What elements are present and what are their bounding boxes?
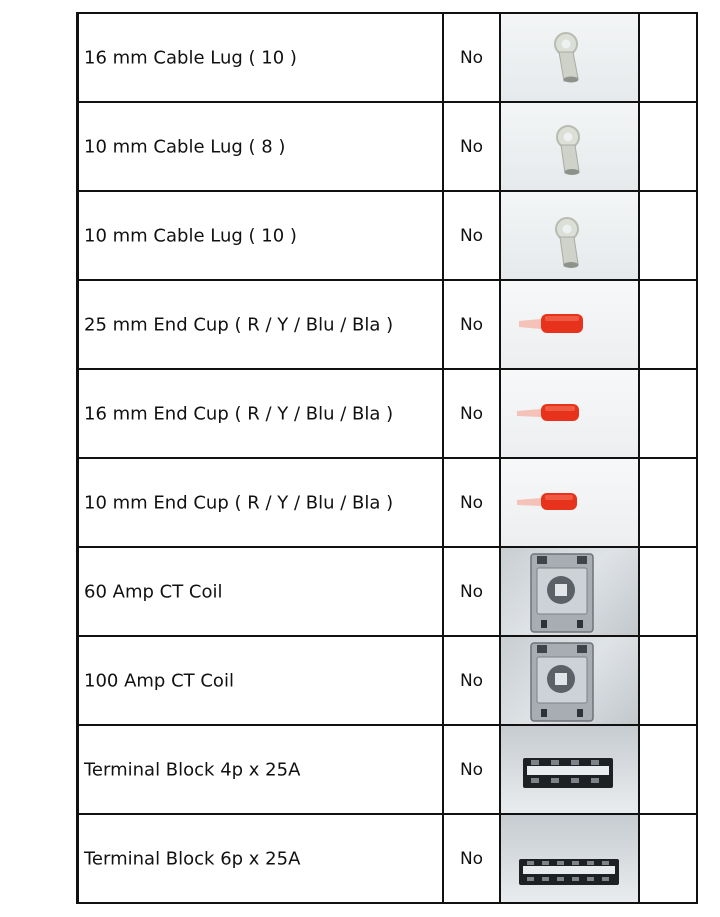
empty-cell (638, 190, 698, 279)
ct-coil-photo (501, 546, 638, 635)
empty-cell (638, 279, 698, 368)
item-unit: No (459, 848, 484, 869)
empty-cell (638, 101, 698, 190)
item-name-cell (76, 724, 444, 813)
unit-cell (444, 635, 501, 724)
item-name: 10 mm Cable Lug ( 10 ) (84, 225, 297, 246)
item-unit: No (459, 314, 484, 335)
empty-cell (638, 457, 698, 546)
item-name: 25 mm End Cup ( R / Y / Blu / Bla ) (84, 314, 394, 335)
item-unit: No (459, 136, 484, 157)
table-row (76, 724, 698, 813)
table-row (76, 635, 698, 724)
item-name-cell (76, 101, 444, 190)
table-row (76, 368, 698, 457)
item-name: 100 Amp CT Coil (84, 670, 234, 691)
table-row (76, 457, 698, 546)
table-row (76, 279, 698, 368)
unit-cell (444, 190, 501, 279)
item-unit: No (459, 581, 484, 602)
cable-lug-photo (501, 101, 638, 190)
cable-lug-photo (501, 12, 638, 101)
item-unit: No (459, 759, 484, 780)
item-name: 16 mm End Cup ( R / Y / Blu / Bla ) (84, 403, 394, 424)
unit-cell (444, 546, 501, 635)
item-unit: No (459, 670, 484, 691)
item-unit: No (459, 492, 484, 513)
item-name-cell (76, 190, 444, 279)
end-cap-photo (501, 457, 638, 546)
item-name-cell (76, 546, 444, 635)
item-name-cell (76, 635, 444, 724)
table-row (76, 546, 698, 635)
empty-cell (638, 724, 698, 813)
item-name: 10 mm Cable Lug ( 8 ) (84, 136, 286, 157)
item-name: 60 Amp CT Coil (84, 581, 223, 602)
terminal-block-photo (501, 724, 638, 813)
empty-cell (638, 813, 698, 902)
end-cap-photo (501, 368, 638, 457)
empty-cell (638, 368, 698, 457)
item-name: Terminal Block 4p x 25A (84, 759, 301, 780)
terminal-block-photo (501, 813, 638, 902)
table-row (76, 813, 698, 902)
unit-cell (444, 724, 501, 813)
item-unit: No (459, 47, 484, 68)
item-name-cell (76, 368, 444, 457)
empty-cell (638, 635, 698, 724)
unit-cell (444, 279, 501, 368)
unit-cell (444, 457, 501, 546)
item-name-cell (76, 279, 444, 368)
item-name-cell (76, 12, 444, 101)
table-row (76, 101, 698, 190)
end-cap-photo (501, 279, 638, 368)
item-name: 16 mm Cable Lug ( 10 ) (84, 47, 297, 68)
empty-cell (638, 546, 698, 635)
unit-cell (444, 813, 501, 902)
cable-lug-photo (501, 190, 638, 279)
item-unit: No (459, 403, 484, 424)
unit-cell (444, 368, 501, 457)
item-name: Terminal Block 6p x 25A (84, 848, 301, 869)
table-bottom-border (76, 902, 698, 904)
item-name-cell (76, 813, 444, 902)
item-name-cell (76, 457, 444, 546)
empty-cell (638, 12, 698, 101)
unit-cell (444, 101, 501, 190)
table-row (76, 12, 698, 101)
item-unit: No (459, 225, 484, 246)
item-name: 10 mm End Cup ( R / Y / Blu / Bla ) (84, 492, 394, 513)
unit-cell (444, 12, 501, 101)
ct-coil-photo (501, 635, 638, 724)
table-row (76, 190, 698, 279)
